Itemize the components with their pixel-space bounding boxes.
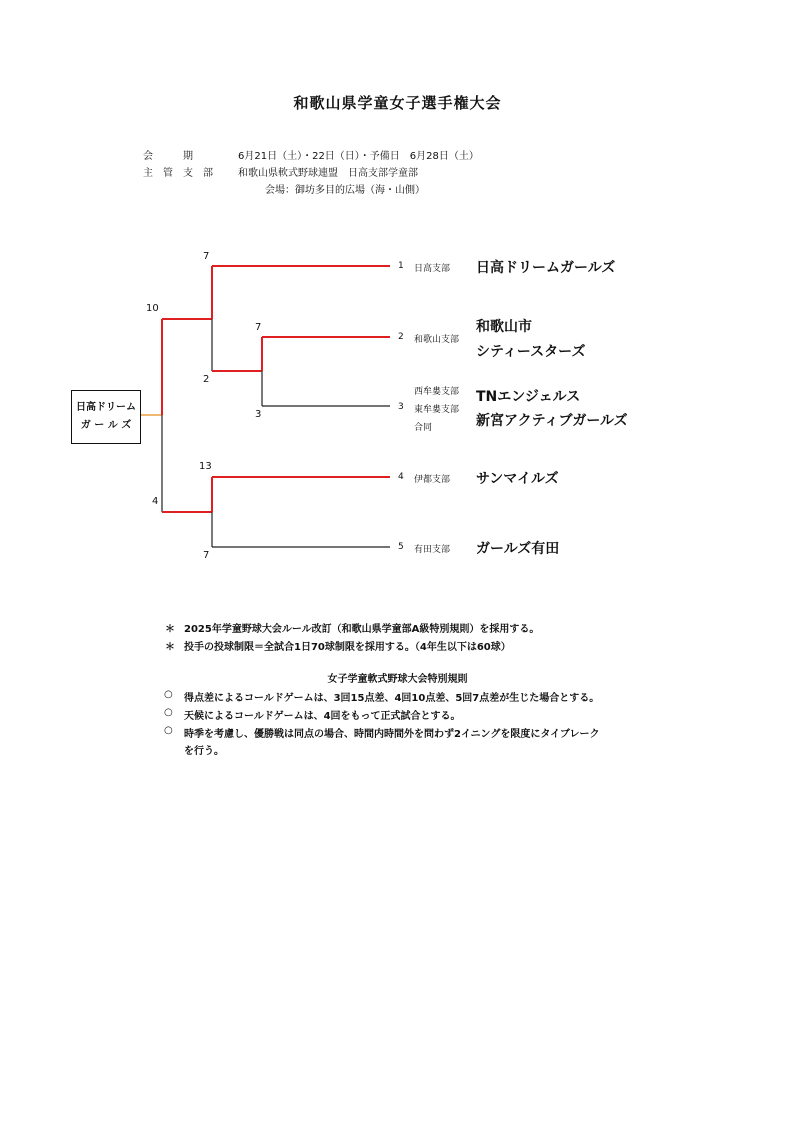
score-team4: 13: [199, 461, 212, 472]
rule-text-3: 時季を考慮し、優勝戦は同点の場合、時間内時間外を問わず2イニングを限度にタイブレーク: [184, 729, 600, 740]
period-label: 会 期: [143, 151, 193, 162]
champion-box: [71, 390, 141, 444]
rules-title: 女子学童軟式野球大会特別規則: [327, 674, 468, 685]
seed-1: 1: [398, 261, 404, 271]
note-text-1: 2025年学童野球大会ルール改訂（和歌山県学童部A級特別規則）を採用する。: [184, 624, 540, 635]
champion-name-line1: 日高ドリーム: [76, 402, 136, 413]
team-name-4: サンマイルズ: [476, 471, 559, 487]
score-sub-match: 2: [203, 374, 210, 385]
note-text-2: 投手の投球制限＝全試合1日70球制限を採用する。（4年生以下は60球）: [184, 642, 511, 653]
team-name-3-line2: 新宮アクティブガールズ: [476, 413, 628, 429]
score-final-bottom: 4: [152, 496, 159, 507]
champion-name-line2: ガ ー ル ズ: [80, 420, 132, 431]
seed-2: 2: [398, 332, 404, 342]
period-value: 6月21日（土）・22日（日）・予備日 6月28日（土）: [238, 151, 479, 162]
rule-mark-3: ○: [164, 725, 173, 736]
team-name-3-line1: TNエンジェルス: [476, 389, 581, 405]
rule-mark-1: ○: [164, 689, 173, 700]
branch-team3-line1: 西牟婁支部: [414, 387, 460, 397]
seed-4: 4: [398, 472, 404, 482]
note-mark-2: ＊: [165, 642, 175, 653]
rule-text-2: 天候によるコールドゲームは、4回をもって正式試合とする。: [184, 711, 461, 722]
branch-team1: 日高支部: [414, 264, 451, 274]
branch-team4: 伊都支部: [414, 475, 451, 485]
host-value: 和歌山県軟式野球連盟 日高支部学童部: [238, 168, 418, 179]
branch-team3-line3: 合同: [414, 423, 433, 433]
team-name-5: ガールズ有田: [476, 541, 560, 557]
page-title: 和歌山県学童女子選手権大会: [293, 94, 502, 112]
team-name-2-line2: シティースターズ: [476, 344, 586, 360]
score-team3: 3: [255, 409, 262, 420]
branch-team2: 和歌山支部: [414, 335, 460, 345]
team-name-2-line1: 和歌山市: [476, 319, 532, 335]
rule-mark-2: ○: [164, 707, 173, 718]
score-final-top: 10: [146, 303, 159, 314]
note-mark-1: ＊: [165, 624, 175, 635]
rule-text-3-cont: を行う。: [184, 746, 224, 757]
score-team5: 7: [203, 550, 210, 561]
venue-text: 会場：御坊多目的広場（海・山側）: [265, 185, 425, 196]
host-label: 主 管 支 部: [143, 168, 213, 179]
rule-text-1: 得点差によるコールドゲームは、3回15点差、4回10点差、5回7点差が生じた場合とする。: [184, 693, 600, 704]
score-team1: 7: [203, 251, 210, 262]
team-name-1: 日高ドリームガールズ: [476, 260, 616, 276]
seed-5: 5: [398, 542, 404, 552]
branch-team5: 有田支部: [414, 545, 451, 555]
score-team2: 7: [255, 322, 262, 333]
branch-team3-line2: 東牟婁支部: [414, 405, 460, 415]
seed-3: 3: [398, 402, 404, 412]
